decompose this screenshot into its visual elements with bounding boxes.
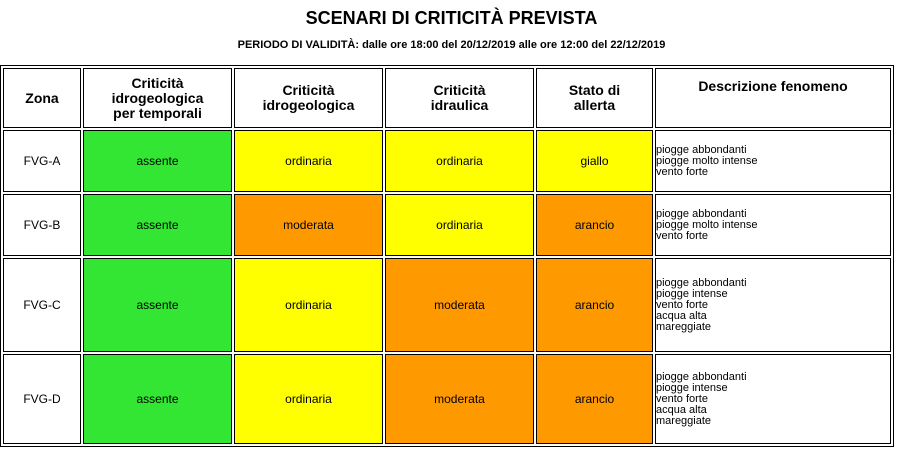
table-row xyxy=(3,130,891,192)
temporali-level-cell: assente xyxy=(83,258,232,352)
phenomenon-item: mareggiate xyxy=(656,320,712,333)
phenomenon-item: vento forte xyxy=(656,392,708,405)
phenomenon-item: vento forte xyxy=(656,298,708,311)
zone-cell: FVG-A xyxy=(3,130,81,192)
temporali-level-cell: assente xyxy=(83,194,232,256)
phenomenon-item: piogge abbondanti xyxy=(656,276,747,289)
descrizione-cell xyxy=(655,258,891,352)
idraulica-level-cell: ordinaria xyxy=(385,130,534,192)
descrizione-cell xyxy=(655,194,891,256)
header-row xyxy=(3,68,891,128)
table-row xyxy=(3,258,891,352)
validity-period: PERIODO DI VALIDITÀ: dalle ore 18:00 del 20/12/2019 alle ore 12:00 del 22/12/2019 xyxy=(237,39,666,51)
header-criticita-temporali: Criticità idrogeologica per temporali xyxy=(83,68,232,128)
table-row xyxy=(3,194,891,256)
allerta-level-cell: arancio xyxy=(536,194,653,256)
phenomenon-item: piogge molto intense xyxy=(656,154,758,167)
criticality-table xyxy=(0,65,894,447)
idraulica-level-cell: moderata xyxy=(385,258,534,352)
header-stato-allerta: Stato di allerta xyxy=(536,68,653,128)
idrogeologica-level-cell: ordinaria xyxy=(234,258,383,352)
phenomenon-item: piogge intense xyxy=(656,381,728,394)
phenomenon-item: vento forte xyxy=(656,165,708,178)
phenomenon-item: piogge molto intense xyxy=(656,218,758,231)
phenomenon-item: piogge abbondanti xyxy=(656,207,747,220)
phenomenon-item: acqua alta xyxy=(656,403,707,416)
phenomenon-item: vento forte xyxy=(656,229,708,242)
allerta-level-cell: arancio xyxy=(536,258,653,352)
zone-cell: FVG-C xyxy=(3,258,81,352)
phenomenon-item: piogge abbondanti xyxy=(656,370,747,383)
header-criticita-idrogeologica: Criticità idrogeologica xyxy=(234,68,383,128)
page-title: SCENARI DI CRITICITÀ PREVISTA xyxy=(305,8,598,28)
idraulica-level-cell: moderata xyxy=(385,354,534,444)
idraulica-level-cell: ordinaria xyxy=(385,194,534,256)
descrizione-cell xyxy=(655,130,891,192)
idrogeologica-level-cell: ordinaria xyxy=(234,354,383,444)
phenomenon-item: piogge intense xyxy=(656,287,728,300)
temporali-level-cell: assente xyxy=(83,130,232,192)
idrogeologica-level-cell: ordinaria xyxy=(234,130,383,192)
zone-cell: FVG-B xyxy=(3,194,81,256)
temporali-level-cell: assente xyxy=(83,354,232,444)
allerta-level-cell: arancio xyxy=(536,354,653,444)
allerta-level-cell: giallo xyxy=(536,130,653,192)
zone-cell: FVG-D xyxy=(3,354,81,444)
table-row xyxy=(3,354,891,444)
phenomenon-item: mareggiate xyxy=(656,414,712,427)
phenomenon-item: piogge abbondanti xyxy=(656,143,747,156)
idrogeologica-level-cell: moderata xyxy=(234,194,383,256)
header-zona: Zona xyxy=(3,68,81,128)
phenomenon-item: acqua alta xyxy=(656,309,707,322)
header-criticita-idraulica: Criticità idraulica xyxy=(385,68,534,128)
descrizione-cell xyxy=(655,354,891,444)
header-descrizione: Descrizione fenomeno xyxy=(655,68,891,128)
